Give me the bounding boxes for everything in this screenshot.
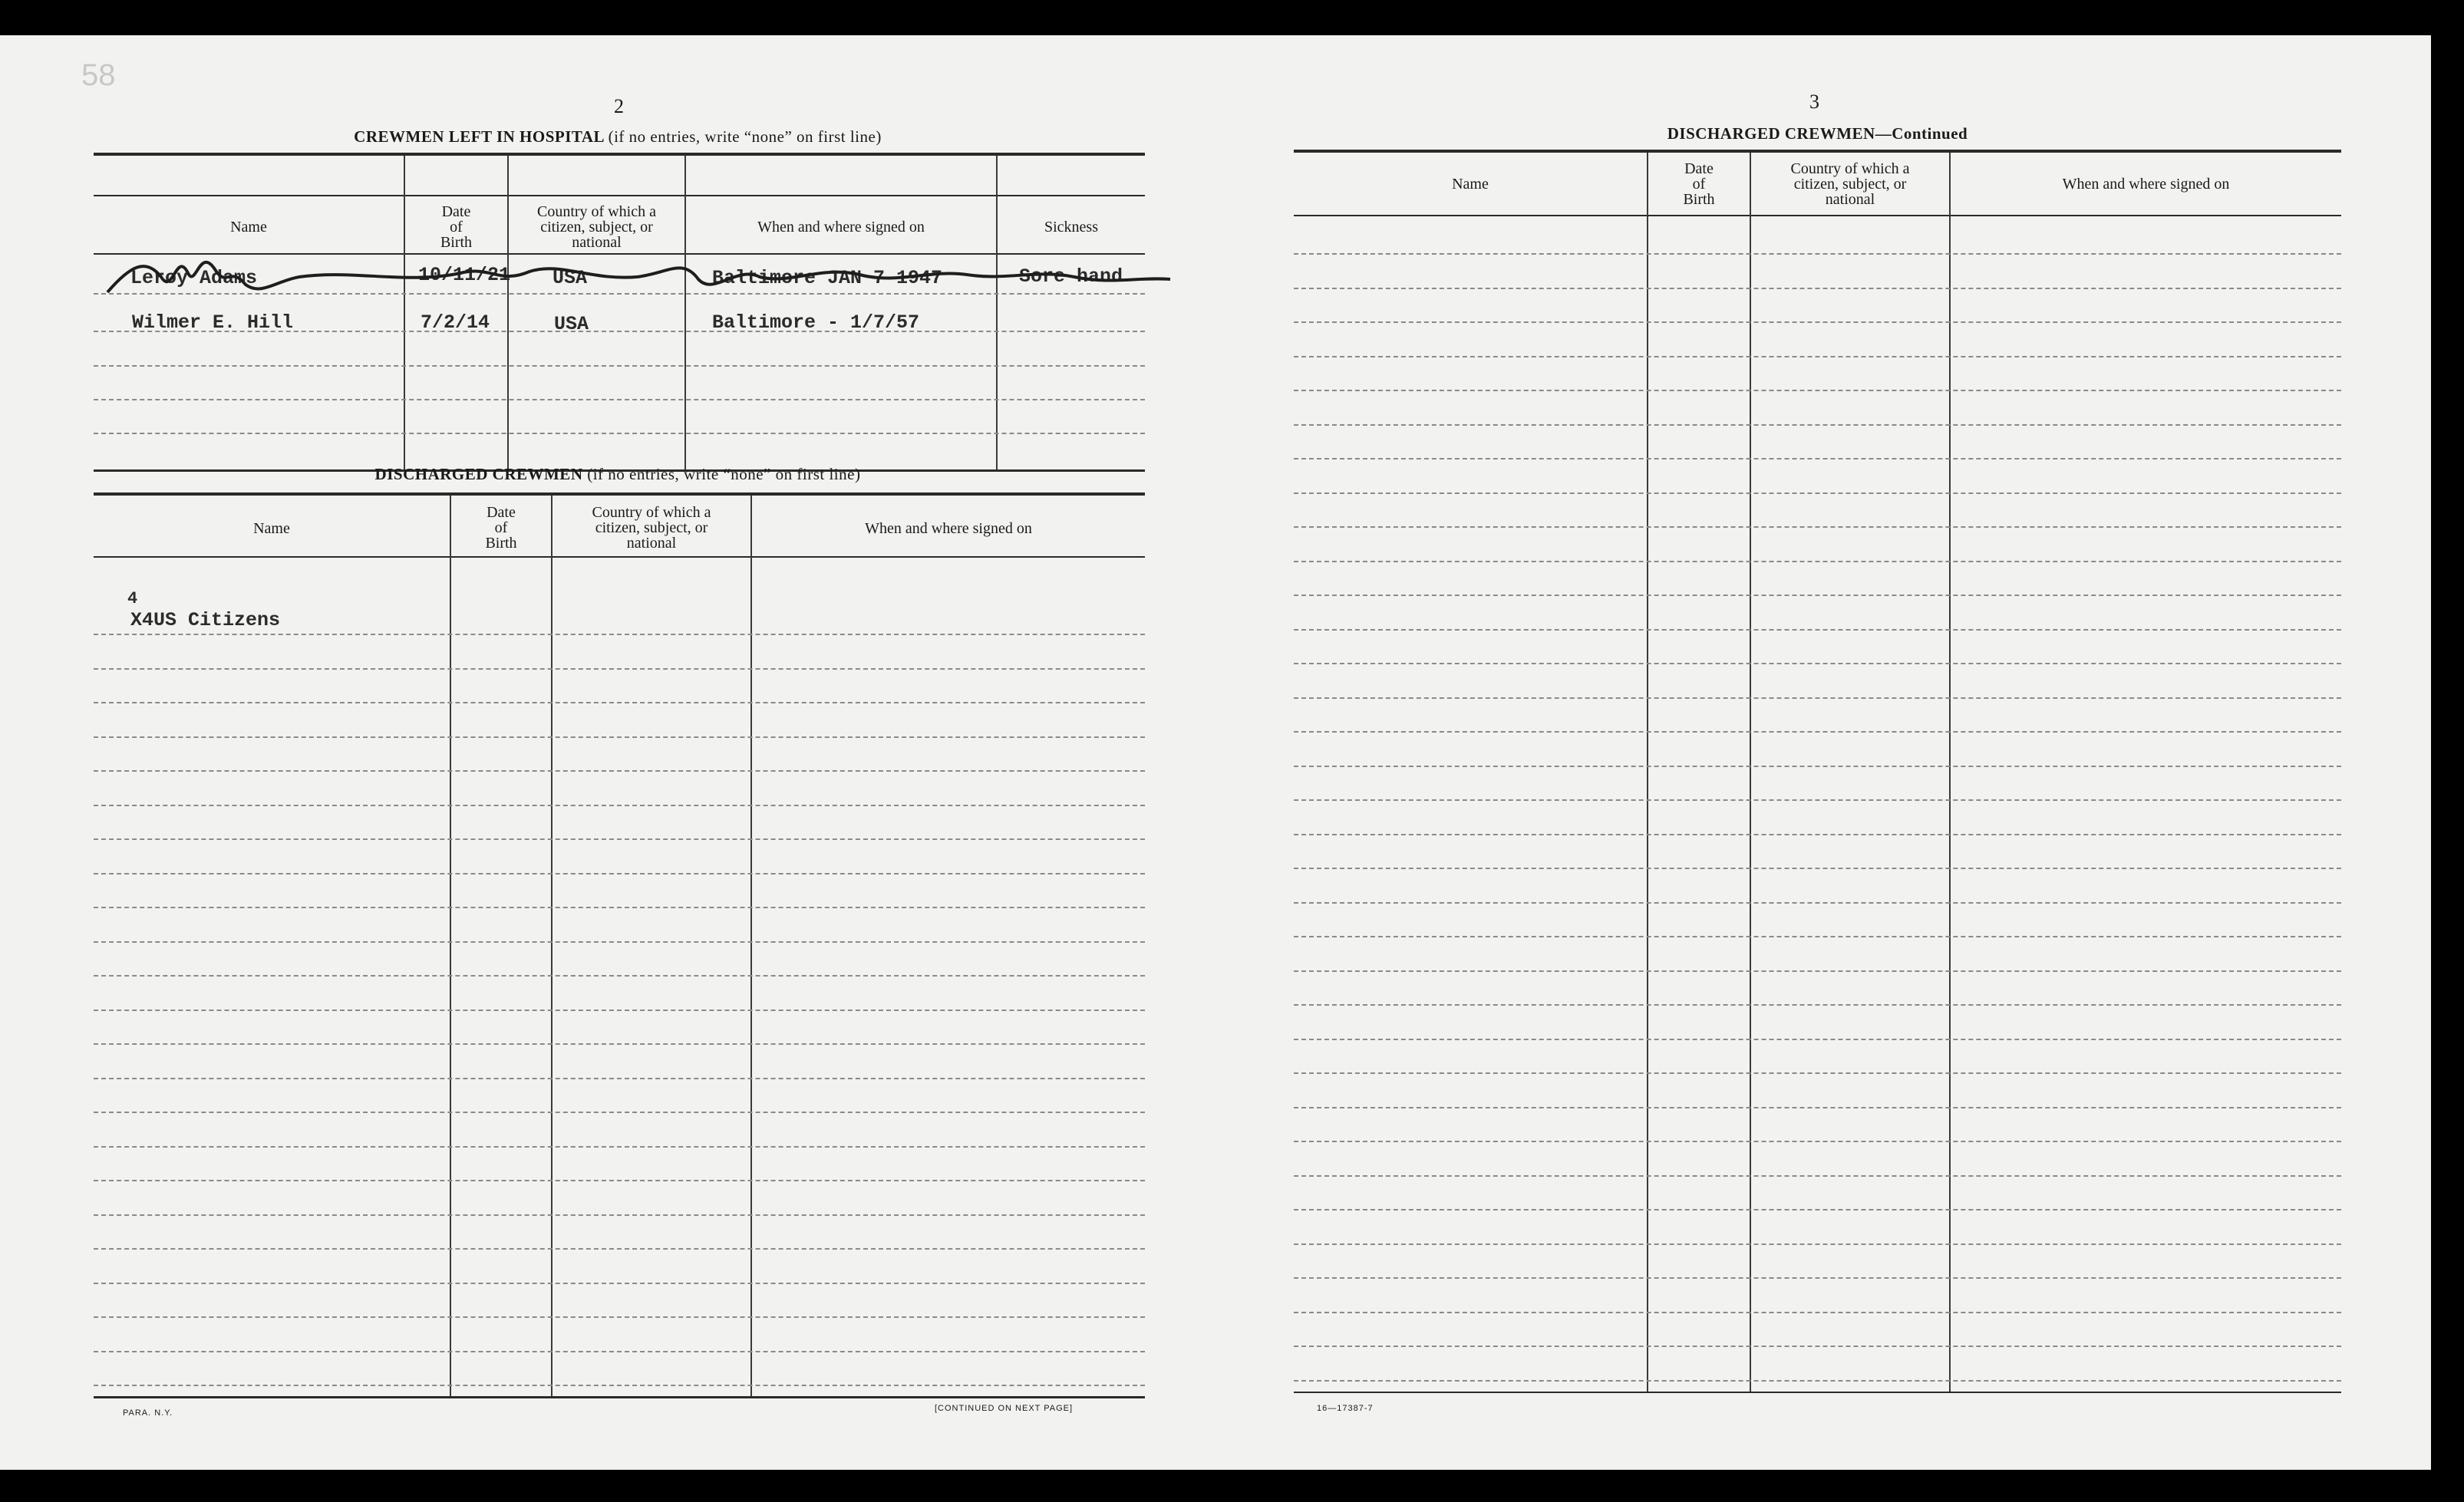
hospital-header-sickness: Sickness (1044, 219, 1098, 236)
row-line (94, 1043, 1145, 1045)
discharged-col-divider (450, 496, 451, 1396)
hospital-row-name: Wilmer E. Hill (132, 311, 294, 334)
row-line (94, 702, 1145, 703)
row-line (94, 736, 1145, 738)
row-line (94, 1146, 1145, 1148)
discharged-col-divider (551, 496, 553, 1396)
row-line (1294, 253, 2341, 255)
row-line (94, 1283, 1145, 1284)
right-bottom-rule (1294, 1392, 2341, 1393)
row-line (1294, 697, 2341, 699)
discharged-col-divider (750, 496, 752, 1396)
discharged-header-country: Country of which a citizen, subject, or national (592, 504, 711, 552)
hospital-row-line (94, 433, 1145, 434)
right-section-title: DISCHARGED CREWMEN—Continued (1667, 124, 1968, 143)
hospital-col-divider (507, 156, 509, 469)
hospital-row-line (94, 365, 1145, 367)
row-line (1294, 1004, 2341, 1006)
discharged-header-rule (94, 556, 1145, 558)
row-line (94, 770, 1145, 772)
right-header-rule (1294, 215, 2341, 216)
row-line (1294, 1346, 2341, 1347)
discharged-entry: X4US Citizens (130, 609, 281, 631)
hospital-col-divider (684, 156, 686, 469)
hospital-row-country: USA (553, 267, 588, 289)
discharged-top-rule (94, 492, 1145, 496)
row-line (1294, 663, 2341, 664)
row-line (94, 668, 1145, 670)
hospital-row-dob: 10/11/21 (418, 264, 511, 286)
row-line (1294, 1039, 2341, 1040)
footer-form-code: 16—17387-7 (1317, 1404, 1374, 1413)
discharged-bottom-rule (94, 1396, 1145, 1398)
row-line (1294, 1209, 2341, 1210)
row-line (1294, 834, 2341, 835)
hospital-top-rule (94, 153, 1145, 156)
right-col-divider (1647, 153, 1648, 1392)
hospital-header-dob: Date of Birth (440, 203, 473, 251)
row-line (1294, 595, 2341, 596)
row-line (1294, 766, 2341, 767)
row-line (1294, 936, 2341, 937)
row-line (94, 1010, 1145, 1011)
hospital-row-dob: 7/2/14 (421, 311, 490, 334)
hospital-col-divider (996, 156, 998, 469)
row-line (94, 1351, 1145, 1352)
hospital-col-divider (404, 156, 405, 469)
row-line (94, 1385, 1145, 1386)
discharged-section-title: DISCHARGED CREWMEN (if no entries, write “none” on first line) (374, 465, 861, 483)
hospital-row-line (94, 399, 1145, 400)
row-line (1294, 1243, 2341, 1245)
row-line (1294, 868, 2341, 869)
row-line (1294, 1141, 2341, 1142)
strike-through-scribble (100, 242, 1174, 304)
row-line (1294, 526, 2341, 528)
hospital-header-rule (94, 195, 1145, 196)
row-line (94, 873, 1145, 875)
row-line (1294, 629, 2341, 631)
row-line (1294, 1380, 2341, 1382)
row-line (94, 1248, 1145, 1250)
row-line (1294, 1312, 2341, 1313)
right-top-rule (1294, 150, 2341, 153)
hospital-row-country: USA (554, 313, 589, 335)
hospital-row-name: Leroy Adams (130, 267, 258, 289)
hospital-row-sickness: Sore hand (1019, 265, 1123, 288)
row-line (1294, 902, 2341, 904)
discharged-header-dob: Date of Birth (485, 504, 517, 552)
footer-printer: PARA. N.Y. (123, 1408, 173, 1418)
right-col-divider (1949, 153, 1951, 1392)
right-header-dob: Date of Birth (1683, 160, 1715, 208)
row-line (94, 1112, 1145, 1113)
row-line (94, 805, 1145, 806)
row-line (94, 634, 1145, 635)
right-header-name: Name (1452, 176, 1489, 193)
row-line (94, 975, 1145, 977)
row-line (1294, 1175, 2341, 1177)
hospital-row-signed: Baltimore JAN 7 1947 (712, 267, 943, 289)
hospital-header-signed: When and where signed on (757, 219, 925, 236)
row-line (1294, 1277, 2341, 1279)
right-header-signed: When and where signed on (2062, 176, 2230, 193)
row-line (1294, 458, 2341, 459)
row-line (94, 1316, 1145, 1318)
row-line (94, 1078, 1145, 1079)
right-header-country: Country of which a citizen, subject, or national (1790, 160, 1910, 208)
footer-continued: [CONTINUED ON NEXT PAGE] (935, 1404, 1074, 1413)
discharged-entry-correction: 4 (127, 589, 138, 608)
right-col-divider (1750, 153, 1751, 1392)
row-line (94, 1180, 1145, 1181)
row-line (1294, 731, 2341, 733)
row-line (1294, 799, 2341, 801)
page-number-left: 2 (614, 95, 624, 117)
discharged-header-signed: When and where signed on (865, 520, 1032, 537)
hospital-header-country: Country of which a citizen, subject, or national (537, 203, 656, 251)
row-line (1294, 561, 2341, 562)
hospital-row-signed: Baltimore - 1/7/57 (712, 311, 920, 334)
row-line (1294, 288, 2341, 289)
row-line (1294, 1107, 2341, 1108)
row-line (1294, 1072, 2341, 1074)
hospital-section-title: CREWMEN LEFT IN HOSPITAL (if no entries, write “none” on first line) (354, 127, 882, 146)
page-number-right: 3 (1809, 91, 1819, 113)
hospital-header-name: Name (230, 219, 267, 236)
ship-manifest-form (0, 35, 2431, 1470)
corner-mark: 58 (81, 58, 116, 92)
row-line (1294, 970, 2341, 972)
row-line (94, 838, 1145, 840)
row-line (1294, 424, 2341, 426)
row-line (94, 1214, 1145, 1216)
row-line (94, 907, 1145, 908)
row-line (1294, 492, 2341, 494)
row-line (94, 941, 1145, 943)
discharged-header-name: Name (253, 520, 290, 537)
row-line (1294, 390, 2341, 391)
row-line (1294, 321, 2341, 323)
row-line (1294, 356, 2341, 357)
